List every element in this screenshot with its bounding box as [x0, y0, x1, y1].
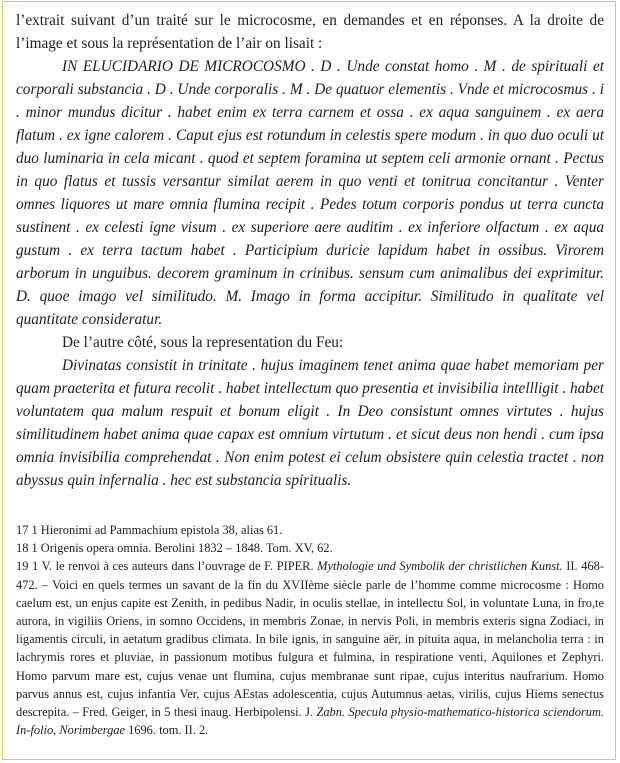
footnote-19 [16, 557, 604, 739]
footnote-19-lead: 19 1 V. le renvoi à ces auteurs dans l’ouvrage de F. PIPER. [16, 559, 314, 574]
transition-paragraph: De l’autre côté, sous la representation du Feu: [62, 334, 344, 351]
main-text [16, 9, 604, 492]
quote-divinatas: Divinatas consistit in trinitate . hujus imaginem tenet anima quae habet memoriam per quam praeterita et futura recolit . habet intellectum quo presentia et invisibilia intellligit . habet voluntatem qua malum respuit et bonum eligit . In Deo consistunt omnes virtutes . hujus similitudinem habet anima quae capax est omnium virtutum . et sicut deus non hendi . cum ipsa omnia invisibilia comprehendat . Non enim potest ei celum obsistere quin celestia tractet . non abyssus quin infernalia . hec est substancia spiritualis. [16, 357, 604, 489]
footnote-19-title-piper: Mythologie und Symbolik der christlichen Kunst. [317, 559, 563, 574]
footnote-19-body: II. 468-472. – Voici en quels termes un savant de la fin du XVIIème siècle parle de l’homme comme microcosme : Homo caelum est, un enjus capite est Zenith, in pedibus Nadir, in oculis stellae, in intellectu Sol, in voluntate Luna, in fro,te aurora, in vigiliis Oriens, in somno Occidens, in membris Zonae, in nervis Poli, in membris exteris signa Zodiaci, in ligamentis circuli, in aetatum gradibus climata. In bile ignis, in sanguine aër, in pituita aqua, in melancholia terra : in lachrymis rores et pluviae, in passionum motibus fulgura et fulmina, in respiratione venti, Aquilones et Zephyri. Homo parvum mare est, cujus venae unt flumina, cujus membranae sunt ripae, cujus interitus naufrarium. Homo parvus annus est, cujus infantia Ver, cujus AEstas adolescentia, cujus Autumnus aetas, virilis, cujus Hiems senectus descrepita. – Fred. Geiger, in 5 thesi inaug. Herbipolensi. J. [16, 559, 604, 720]
footnote-19-end: 1696. tom. II. 2. [128, 723, 209, 738]
quote-elucidario: IN ELUCIDARIO DE MICROCOSMO . D . Unde constat homo . M . de spirituali et corporali substancia . D . Unde corporalis . M . De quatuor elementis . Vnde et microcosmus . i . minor mundus dicitur . habet enim ex terra carnem et ossa . ex aqua sanguinem . ex aera flatum . ex igne calorem . Caput ejus est rotundum in celestis spere modum . in quo duo oculi ut duo luminaria in cela micant . quod et septem foramina ut septem celi armonie ornant . Pectus in quo flatus et tussis versantur similat aerem in quo venti et tonitrua concitantur . Venter omnes liquores ut mare omnia flumina recipit . Pedes totum corporis pondus ut terra cuncta sustinent . ex celesti igne visum . ex superiore aere auditim . ex inferiore olfactum . ex aqua gustum . ex terra tactum habet . Participium duricie lapidum habet in ossibus. Virorem arborum in unguibus. decorem graminum in crinibus. sensum cum animalibus dei exprimitur. D. quoe imago vel similitudo. M. Imago in forma accipitur. Similitudo in qualitate vel quantitate consideratur. [16, 58, 604, 328]
intro-paragraph: l’extrait suivant d’un traité sur le microcosme, en demandes et en réponses. A la droite de l’image et sous la représentation de l’air on lisait : [16, 12, 604, 52]
footnote-19-title-zabn: Zabn. Specula physio-mathematico-historica sciendorum. In-folio, Norimbergae [16, 705, 604, 738]
footnote-18: 18 1 Origenis opera omnia. Berolini 1832 – 1848. Tom. XV, 62. [16, 541, 333, 556]
footnote-17: 17 1 Hieronimi ad Pammachium epistola 38, alias 61. [16, 523, 283, 537]
footnotes [16, 521, 604, 739]
